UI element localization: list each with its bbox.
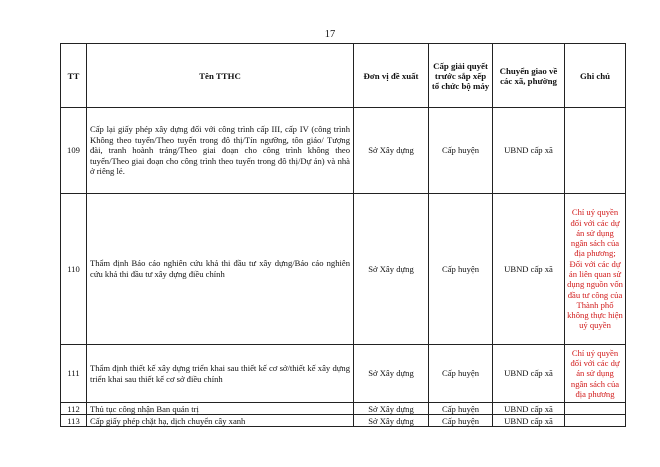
header-procedure-name: Tên TTHC [87, 44, 354, 108]
cell-proposing-unit: Sở Xây dựng [354, 403, 429, 415]
cell-notes: Chỉ uỷ quyền đối với các dự án sử dụng ngân sách của địa phương [565, 345, 626, 403]
cell-level-before: Cấp huyện [429, 345, 493, 403]
procedures-table [60, 43, 626, 427]
cell-transfer-to: UBND cấp xã [493, 345, 565, 403]
cell-proposing-unit: Sở Xây dựng [354, 108, 429, 194]
cell-tt: 109 [61, 108, 87, 194]
cell-tt: 113 [61, 415, 87, 427]
cell-transfer-to: UBND cấp xã [493, 108, 565, 194]
cell-proposing-unit: Sở Xây dựng [354, 415, 429, 427]
header-notes: Ghi chú [565, 44, 626, 108]
cell-procedure: Thẩm định Báo cáo nghiên cứu khả thi đầu tư xây dựng/Báo cáo nghiên cứu khả thi đầu tư xây dựng điều chỉnh [87, 194, 354, 345]
cell-transfer-to: UBND cấp xã [493, 194, 565, 345]
cell-tt: 112 [61, 403, 87, 415]
cell-notes [565, 108, 626, 194]
header-transfer-to: Chuyển giao về các xã, phường [493, 44, 565, 108]
table-row [61, 194, 626, 345]
cell-notes [565, 403, 626, 415]
cell-level-before: Cấp huyện [429, 108, 493, 194]
cell-level-before: Cấp huyện [429, 415, 493, 427]
table-row [61, 108, 626, 194]
table-row [61, 415, 626, 427]
cell-transfer-to: UBND cấp xã [493, 415, 565, 427]
cell-level-before: Cấp huyện [429, 403, 493, 415]
cell-level-before: Cấp huyện [429, 194, 493, 345]
cell-tt: 110 [61, 194, 87, 345]
cell-proposing-unit: Sở Xây dựng [354, 194, 429, 345]
header-level-before: Cấp giải quyết trước sắp xếp tổ chức bộ máy [429, 44, 493, 108]
cell-notes [565, 415, 626, 427]
cell-procedure: Thẩm định thiết kế xây dựng triển khai sau thiết kế cơ sở/thiết kế xây dựng triển khai sau thiết kế cơ sở điều chỉnh [87, 345, 354, 403]
header-proposing-unit: Đơn vị đề xuất [354, 44, 429, 108]
cell-procedure: Cấp lại giấy phép xây dựng đối với công trình cấp III, cấp IV (công trình Không theo tuyến/Theo tuyến trong đô thị/Tín ngưỡng, tôn giáo/ Tượng đài, tranh hoành tráng/Theo giai đoạn cho công trình không theo tuyến/Theo giai đoạn cho công trình theo tuyến trong đô thị/Dự án) và nhà ở riêng lẻ. [87, 108, 354, 194]
table-header-row [61, 44, 626, 108]
cell-notes: Chỉ uỷ quyền đối với các dự án sử dụng ngân sách của địa phương; Đối với các dự án liên quan sử dụng nguồn vốn đầu tư công của Thành phố không thực hiện uỷ quyền [565, 194, 626, 345]
table-row [61, 403, 626, 415]
cell-proposing-unit: Sở Xây dựng [354, 345, 429, 403]
cell-transfer-to: UBND cấp xã [493, 403, 565, 415]
cell-procedure: Cấp giấy phép chặt hạ, dịch chuyển cây xanh [87, 415, 354, 427]
page-number: 17 [324, 29, 336, 40]
table-row [61, 345, 626, 403]
cell-procedure: Thủ tục công nhận Ban quản trị [87, 403, 354, 415]
header-tt: TT [61, 44, 87, 108]
cell-tt: 111 [61, 345, 87, 403]
